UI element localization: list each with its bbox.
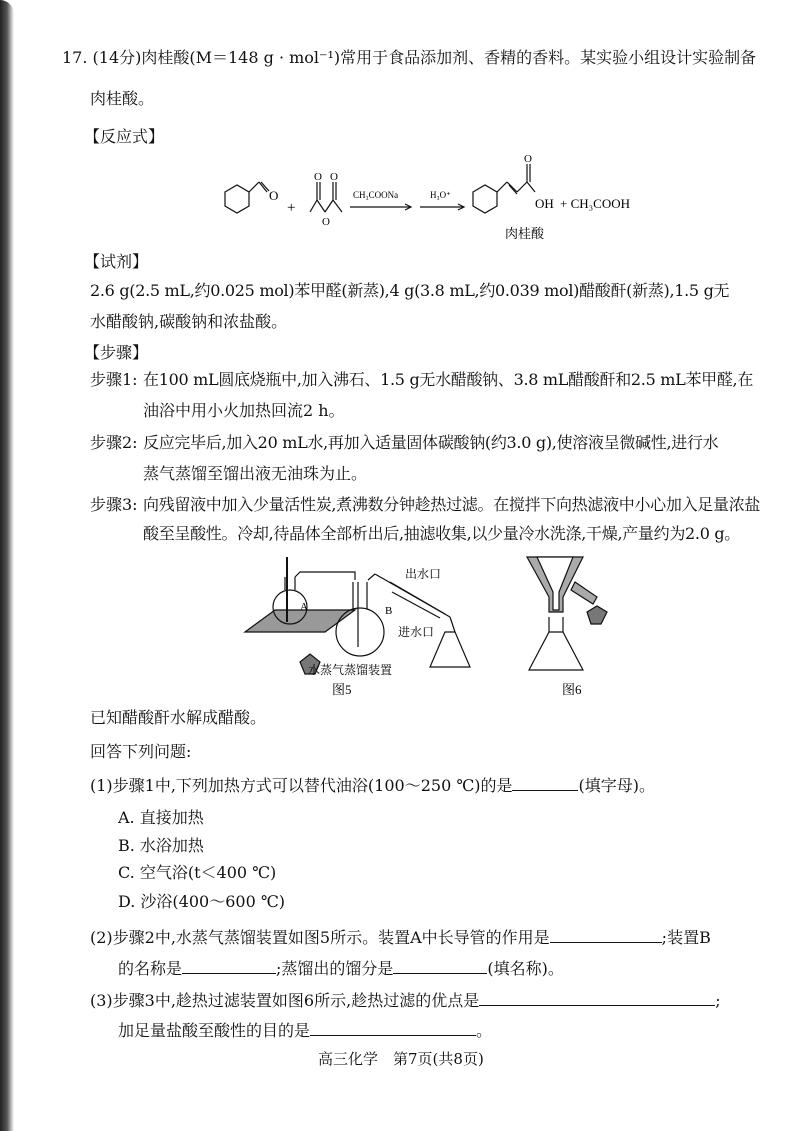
svg-text:O: O — [524, 153, 532, 165]
svg-text:OH: OH — [535, 196, 554, 211]
svg-text:+ CH₃COOH: + CH₃COOH — [560, 196, 631, 211]
svg-text:O: O — [330, 171, 338, 183]
figure-6-hot-filtration — [525, 552, 625, 697]
q1-stem-tail: (填字母)。 — [578, 776, 655, 795]
svg-text:进水口: 进水口 — [398, 625, 435, 639]
q1-stem-text: (1)步骤1中,下列加热方式可以替代油浴(100～250 ℃)的是 — [90, 776, 513, 795]
answer-intro: 回答下列问题: — [90, 742, 192, 761]
benzene-ring — [473, 185, 497, 213]
reagents-line: 水醋酸钠,碳酸钠和浓盐酸。 — [90, 312, 288, 331]
q1-option-c: C. 空气浴(t＜400 ℃) — [118, 863, 277, 882]
q1-option-b: B. 水浴加热 — [118, 836, 204, 855]
q1-stem — [90, 774, 655, 797]
step-3-text-cont: 酸至呈酸性。冷却,待晶体全部析出后,抽滤收集,以少量冷水洗涤,干燥,产量约为2.0 g。 — [143, 524, 741, 543]
step-3-label: 步骤3: — [90, 495, 138, 514]
q3-stem — [90, 989, 721, 1012]
step-1-text-cont: 油浴中用小火加热回流2 h。 — [143, 401, 345, 420]
q2-blank-tube-function[interactable] — [550, 926, 662, 943]
svg-text:A: A — [300, 601, 308, 613]
q3-stem-cont — [118, 1019, 492, 1042]
reaction-heading: 【反应式】 — [84, 127, 165, 146]
q2-text: (填名称)。 — [487, 959, 564, 978]
q3-text: (3)步骤3中,趁热过滤装置如图6所示,趁热过滤的优点是 — [90, 991, 480, 1010]
reaction-scheme — [215, 150, 645, 245]
q2-text: ;蒸馏出的馏分是 — [276, 959, 394, 978]
q1-option-a: A. 直接加热 — [118, 808, 204, 827]
step-1-text: 在100 mL圆底烧瓶中,加入沸石、1.5 g无水醋酸钠、3.8 mL醋酸酐和2.5 mL苯甲醛,在 — [143, 370, 754, 389]
q3-text: 。 — [476, 1021, 493, 1040]
svg-text:H₃O⁺: H₃O⁺ — [430, 190, 451, 200]
q3-text: 加足量盐酸至酸性的目的是 — [118, 1021, 311, 1040]
svg-text:肉桂酸: 肉桂酸 — [505, 226, 545, 241]
figure-5-steam-distillation — [240, 552, 480, 697]
page-footer: 高三化学 第7页(共8页) — [318, 1050, 484, 1068]
step-1-label: 步骤1: — [90, 370, 138, 389]
svg-text:O: O — [269, 188, 279, 203]
q2-text: ;装置B — [661, 928, 711, 947]
q1-option-d: D. 沙浴(400～600 ℃) — [118, 892, 285, 911]
question-stem: 17. (14分)肉桂酸(M＝148 g · mol⁻¹)常用于食品添加剂、香精的香料。某实验小组设计实验制备 — [62, 48, 757, 67]
svg-text:图6: 图6 — [562, 682, 582, 697]
q3-text: ; — [715, 991, 721, 1010]
reagents-line: 2.6 g(2.5 mL,约0.025 mol)苯甲醛(新蒸),4 g(3.8 mL,约0.039 mol)醋酸酐(新蒸),1.5 g无 — [90, 281, 730, 300]
step-3-text: 向残留液中加入少量活性炭,煮沸数分钟趁热过滤。在搅拌下向热滤液中小心加入足量浓盐 — [143, 495, 761, 514]
steps-heading: 【步骤】 — [84, 343, 149, 362]
svg-text:CH₃COONa: CH₃COONa — [353, 190, 399, 200]
step-2-label: 步骤2: — [90, 433, 138, 452]
question-stem-cont: 肉桂酸。 — [90, 89, 155, 108]
q3-blank-advantage[interactable] — [479, 989, 715, 1006]
svg-text:水蒸气蒸馏装置: 水蒸气蒸馏装置 — [308, 663, 393, 677]
svg-text:O: O — [322, 216, 330, 228]
q2-stem-cont — [118, 957, 564, 980]
svg-text:图5: 图5 — [332, 682, 352, 697]
q2-stem — [90, 926, 711, 949]
benzene-ring — [225, 185, 249, 213]
svg-text:出水口: 出水口 — [405, 567, 442, 581]
reagents-heading: 【试剂】 — [84, 252, 149, 271]
step-2-text: 反应完毕后,加入20 mL水,再加入适量固体碳酸钠(约3.0 g),使溶液呈微碱性,进行水 — [143, 433, 719, 452]
receiving-flask — [430, 632, 470, 667]
q2-blank-device-b-name[interactable] — [182, 957, 276, 974]
q1-answer-blank[interactable] — [512, 774, 578, 791]
known-fact: 已知醋酸酐水解成醋酸。 — [90, 708, 267, 727]
svg-text:O: O — [314, 171, 322, 183]
q2-blank-distillate[interactable] — [393, 957, 487, 974]
q2-text: 的名称是 — [118, 959, 183, 978]
scan-edge-shadow — [0, 0, 14, 1131]
step-2-text-cont: 蒸气蒸馏至馏出液无油珠为止。 — [143, 464, 368, 483]
svg-text:+: + — [287, 200, 296, 216]
svg-text:B: B — [385, 605, 393, 617]
q2-text: (2)步骤2中,水蒸气蒸馏装置如图5所示。装置A中长导管的作用是 — [90, 928, 550, 947]
q3-blank-purpose[interactable] — [310, 1019, 476, 1036]
